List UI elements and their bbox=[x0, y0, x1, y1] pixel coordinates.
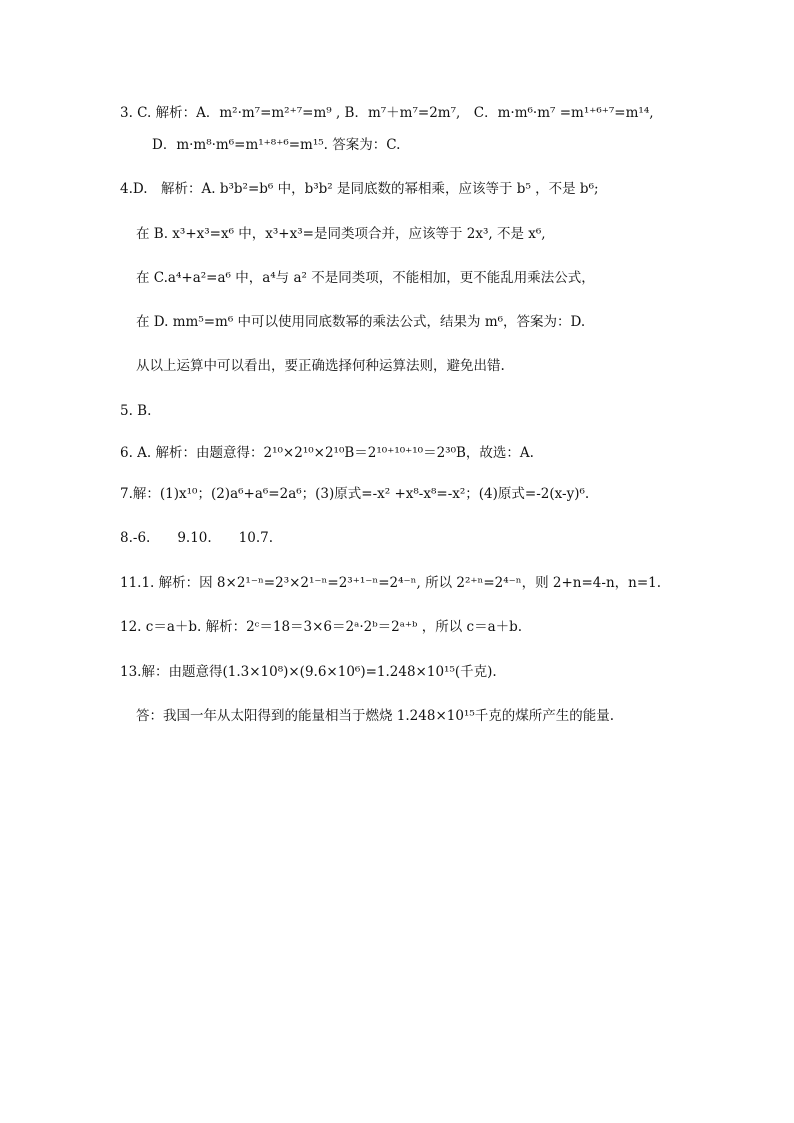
answer-6: 6. A. 解析：由题意得：2¹⁰×2¹⁰×2¹⁰B＝2¹⁰⁺¹⁰⁺¹⁰＝2³⁰B，故选：A. bbox=[120, 445, 534, 461]
answer-13-line-2: 答：我国一年从太阳得到的能量相当于燃烧 1.248×10¹⁵千克的煤所产生的能量. bbox=[136, 708, 615, 724]
answer-4-line-2: 在 B. x³+x³=x⁶ 中，x³+x³=是同类项合并，应该等于 2x³, 不是 x⁶, bbox=[136, 226, 546, 242]
answer-12: 12. c＝a＋b. 解析：2ᶜ＝18＝3×6＝2ᵃ·2ᵇ＝2ᵃ⁺ᵇ ，所以 c＝a＋b. bbox=[120, 619, 523, 635]
answer-3-line-1: 3. C. 解析：A．m²·m⁷=m²⁺⁷=m⁹ , B．m⁷＋m⁷=2m⁷, C．m·m⁶·m⁷ =m¹⁺⁶⁺⁷=m¹⁴, bbox=[120, 105, 654, 121]
answer-3-line-2: D．m·m⁸·m⁶=m¹⁺⁸⁺⁶=m¹⁵. 答案为：C. bbox=[152, 137, 401, 153]
answer-7: 7.解：(1)x¹⁰；(2)a⁶+a⁶=2a⁶；(3)原式=-x² +x⁸-x⁸=-x²；(4)原式=-2(x-y)⁶. bbox=[120, 486, 590, 502]
answer-11: 11.1. 解析：因 8×2¹⁻ⁿ=2³×2¹⁻ⁿ=2³⁺¹⁻ⁿ=2⁴⁻ⁿ, 所以 2²⁺ⁿ=2⁴⁻ⁿ，则 2+n=4-n，n=1. bbox=[120, 575, 662, 591]
answer-8-10: 8.-6. 9.10. 10.7. bbox=[120, 530, 274, 546]
answer-4-line-4: 在 D. mm⁵=m⁶ 中可以使用同底数幂的乘法公式，结果为 m⁶，答案为：D. bbox=[136, 314, 586, 330]
answer-4-line-5: 从以上运算中可以看出，要正确选择何种运算法则，避免出错. bbox=[136, 358, 505, 374]
answer-5: 5. B. bbox=[120, 403, 152, 419]
answer-4-line-3: 在 C.a⁴+a²=a⁶ 中，a⁴与 a² 不是同类项，不能相加，更不能乱用乘法公式， bbox=[136, 270, 595, 286]
answer-4-line-1: 4.D. 解析：A. b³b²=b⁶ 中，b³b² 是同底数的幂相乘，应该等于 b⁵ ，不是 b⁶; bbox=[120, 181, 599, 197]
answer-13-line-1: 13.解：由题意得(1.3×10⁸)×(9.6×10⁶)=1.248×10¹⁵(千克). bbox=[120, 664, 497, 680]
